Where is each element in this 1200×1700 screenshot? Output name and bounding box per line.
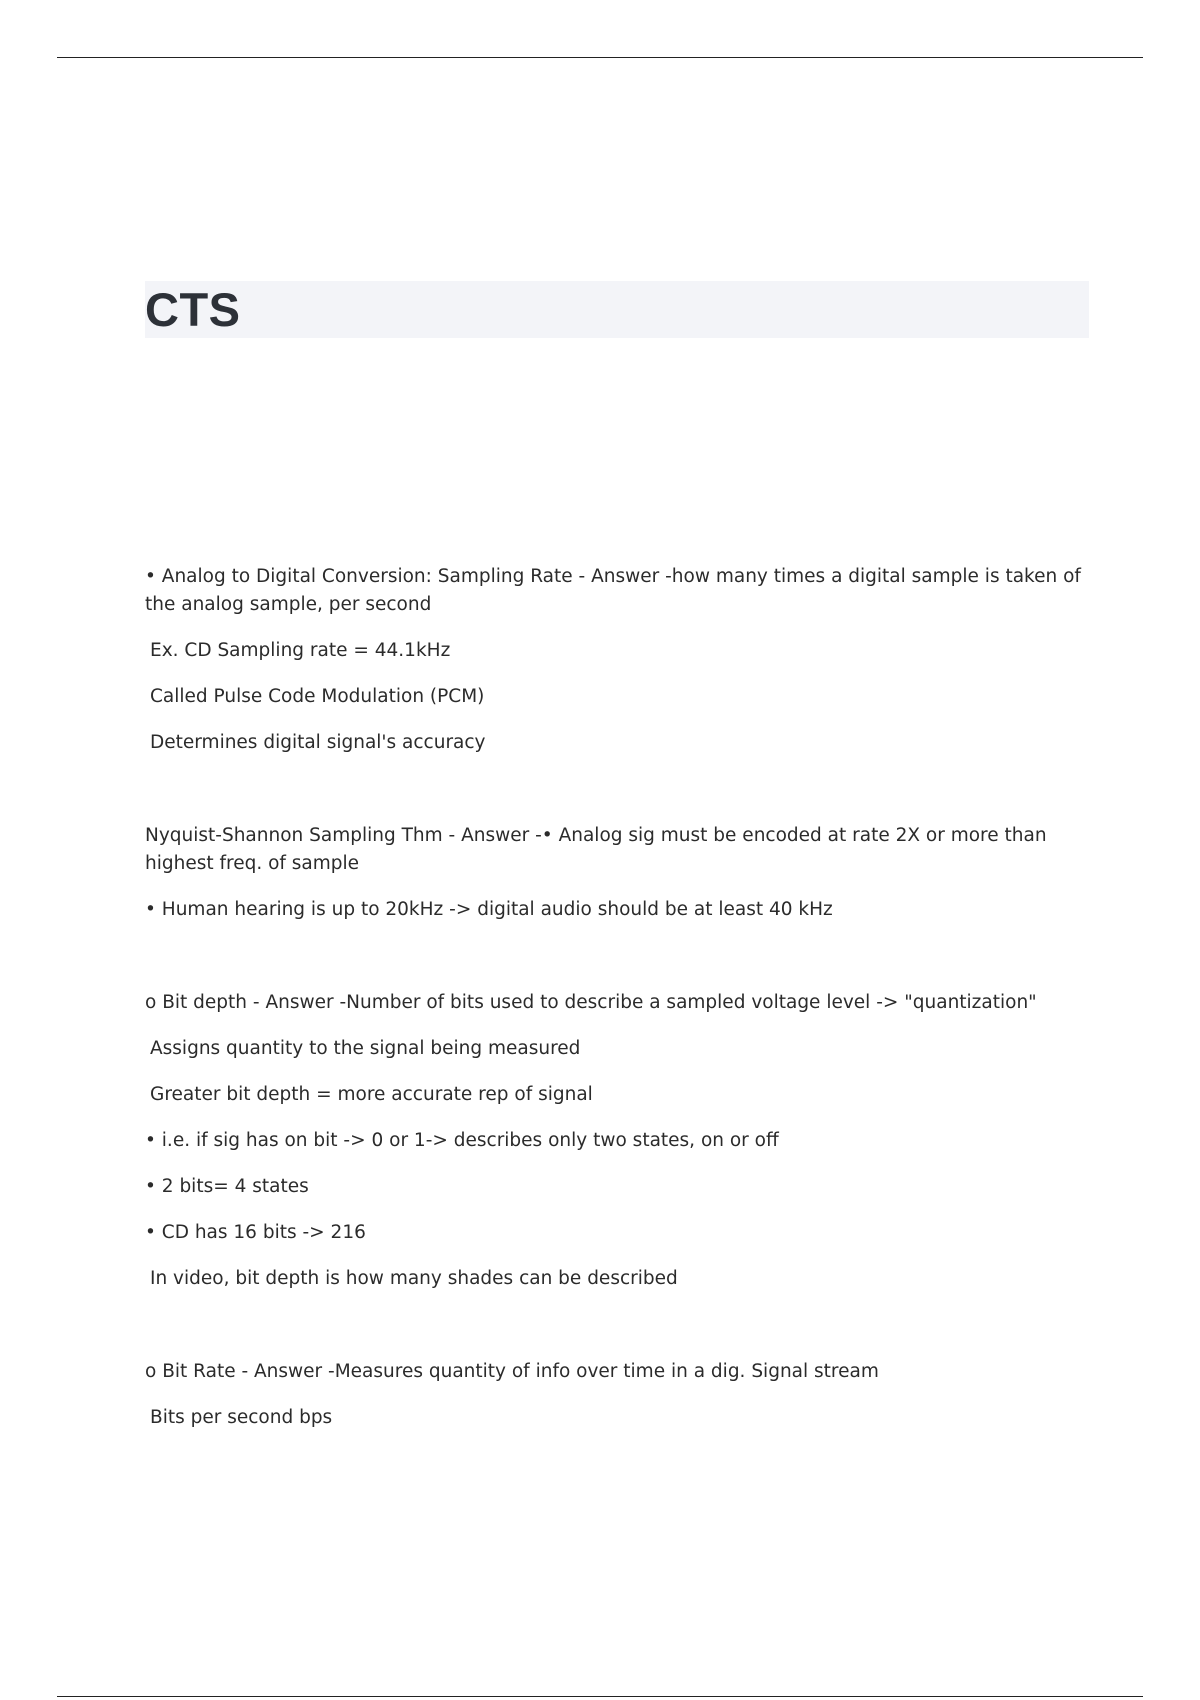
paragraph: o Bit depth - Answer -Number of bits used to describe a sampled voltage level -> "quantization" bbox=[145, 992, 1037, 1013]
page-title: CTS bbox=[145, 283, 241, 336]
paragraph: • Human hearing is up to 20kHz -> digital audio should be at least 40 kHz bbox=[145, 899, 833, 920]
page-top-rule bbox=[57, 57, 1143, 58]
paragraph: Called Pulse Code Modulation (PCM) bbox=[150, 686, 485, 707]
section-nyquist bbox=[145, 822, 1090, 924]
paragraph: o Bit Rate - Answer -Measures quantity of info over time in a dig. Signal stream bbox=[145, 1361, 879, 1382]
section-bit-depth bbox=[145, 989, 1090, 1293]
section-bit-rate bbox=[145, 1358, 1090, 1432]
paragraph: Determines digital signal's accuracy bbox=[150, 732, 486, 753]
paragraph: Nyquist-Shannon Sampling Thm - Answer -• Analog sig must be encoded at rate 2X or more than highest freq. of sample bbox=[145, 825, 1047, 874]
page-bottom-rule bbox=[57, 1696, 1143, 1697]
paragraph: • Analog to Digital Conversion: Sampling Rate - Answer -how many times a digital sample is taken of the analog sample, per second bbox=[145, 566, 1081, 615]
paragraph: • CD has 16 bits -> 216 bbox=[145, 1222, 366, 1243]
paragraph: Ex. CD Sampling rate = 44.1kHz bbox=[150, 640, 451, 661]
paragraph: • 2 bits= 4 states bbox=[145, 1176, 309, 1197]
document-body bbox=[145, 563, 1090, 1450]
section-sampling-rate bbox=[145, 563, 1090, 757]
section-gap bbox=[145, 775, 1090, 822]
paragraph: In video, bit depth is how many shades can be described bbox=[150, 1268, 678, 1289]
paragraph: Bits per second bps bbox=[150, 1407, 333, 1428]
section-gap bbox=[145, 942, 1090, 989]
title-band bbox=[145, 281, 1089, 338]
section-gap bbox=[145, 1311, 1090, 1358]
paragraph: Greater bit depth = more accurate rep of signal bbox=[150, 1084, 593, 1105]
paragraph: Assigns quantity to the signal being measured bbox=[150, 1038, 581, 1059]
paragraph: • i.e. if sig has on bit -> 0 or 1-> describes only two states, on or off bbox=[145, 1130, 779, 1151]
